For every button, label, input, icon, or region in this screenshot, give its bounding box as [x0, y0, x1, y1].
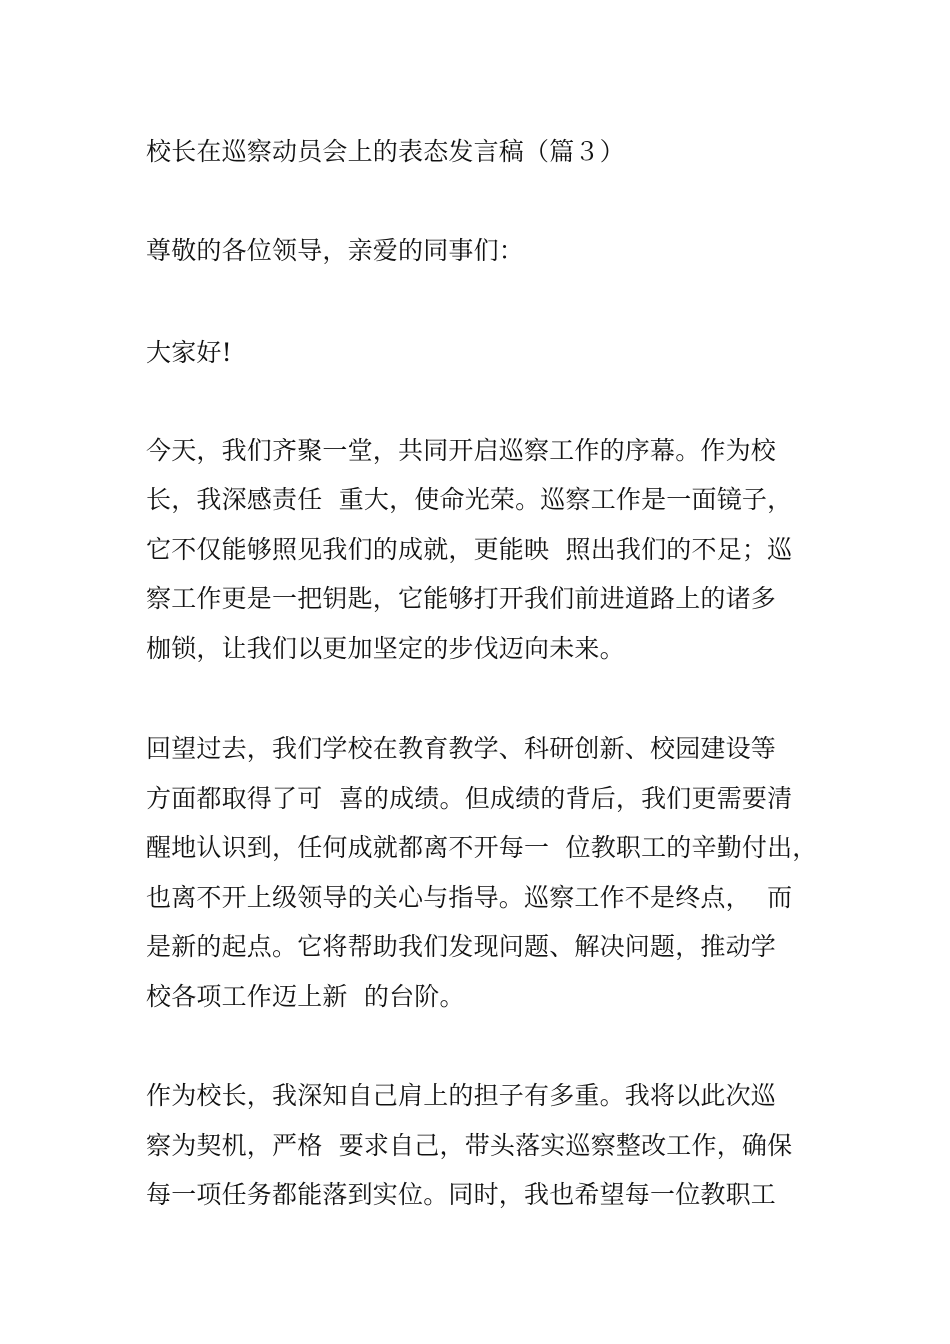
- paragraph-line: 枷锁，让我们以更加坚定的步伐迈向未来。: [146, 634, 625, 663]
- document-title: 校长在巡察动员会上的表态发言稿（篇３）: [146, 137, 625, 166]
- paragraph-line: 方面都取得了可 喜的成绩。但成绩的背后，我们更需要清: [146, 784, 793, 813]
- paragraph-line: 今天，我们齐聚一堂，共同开启巡察工作的序幕。作为校: [146, 436, 777, 465]
- salutation: 尊敬的各位领导，亲爱的同事们：: [146, 236, 525, 265]
- greeting: 大家好!: [146, 338, 232, 367]
- paragraph-line: 长，我深感责任 重大，使命光荣。巡察工作是一面镜子，: [146, 485, 793, 514]
- paragraph-line: 回望过去，我们学校在教育教学、科研创新、校园建设等: [146, 734, 777, 763]
- paragraph-line: 是新的起点。它将帮助我们发现问题、解决问题，推动学: [146, 932, 777, 961]
- paragraph-line: 醒地认识到，任何成就都离不开每一 位教职工的辛勤付出，: [146, 833, 818, 862]
- paragraph-line: 作为校长，我深知自己肩上的担子有多重。我将以此次巡: [146, 1081, 777, 1110]
- paragraph-line: 察工作更是一把钥匙，它能够打开我们前进道路上的诸多: [146, 584, 777, 613]
- paragraph-line: 校各项工作迈上新 的台阶。: [146, 982, 465, 1011]
- paragraph-line: 也离不开上级领导的关心与指导。巡察工作不是终点， 而: [146, 883, 793, 912]
- paragraph-line: 它不仅能够照见我们的成就，更能映 照出我们的不足；巡: [146, 535, 793, 564]
- paragraph-line: 察为契机，严格 要求自己，带头落实巡察整改工作，确保: [146, 1131, 793, 1160]
- paragraph-line: 每一项任务都能落到实位。同时，我也希望每一位教职工: [146, 1180, 777, 1209]
